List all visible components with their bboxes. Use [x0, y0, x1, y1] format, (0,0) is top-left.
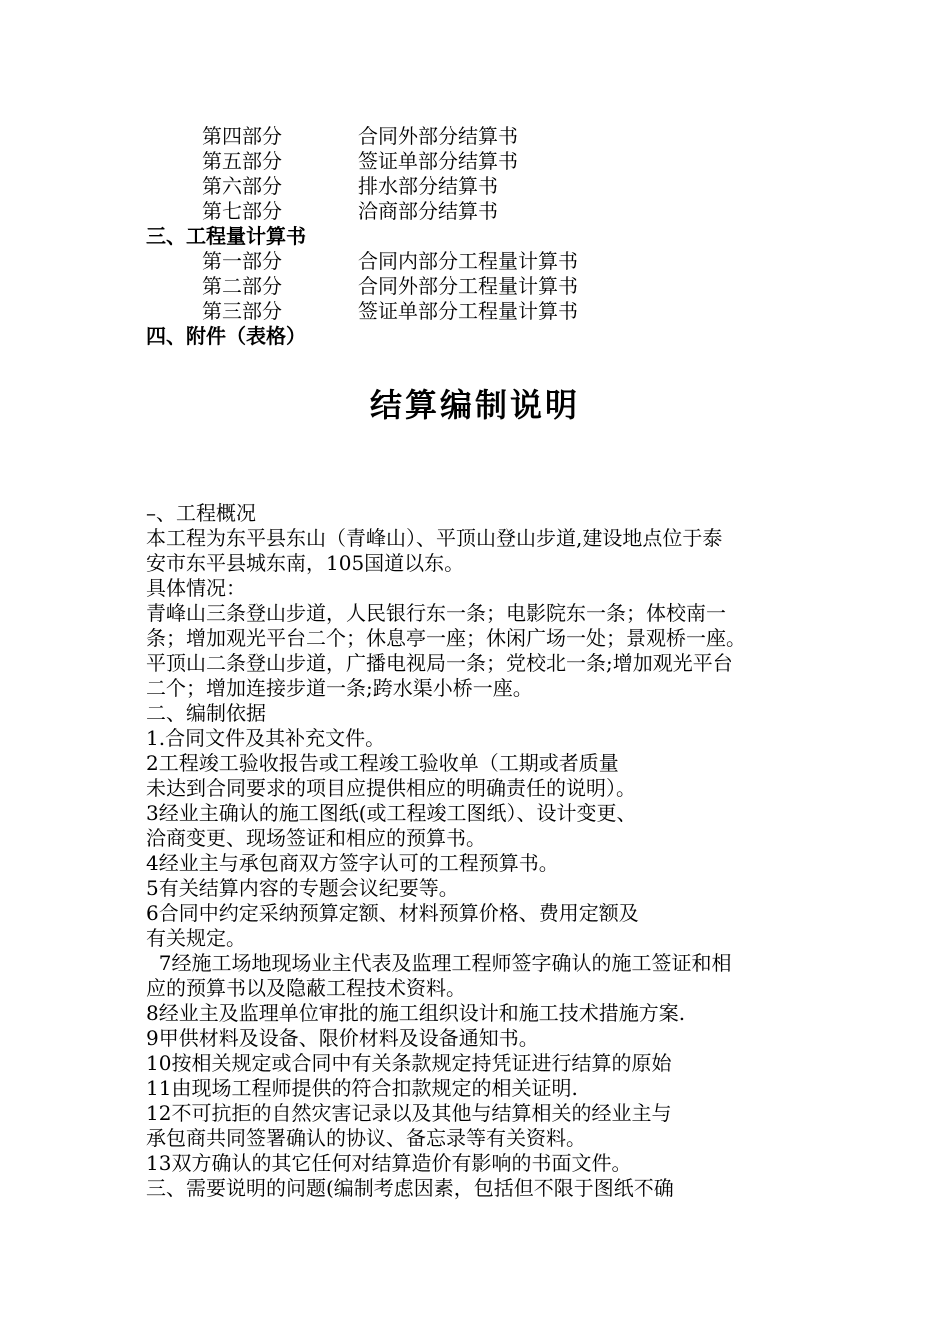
body-line: 9甲供材料及设备、限价材料及设备通知书。 [146, 1026, 539, 1050]
body-line: 三、需要说明的问题(编制考虑因素，包括但不限于图纸不确 [146, 1176, 674, 1200]
body-line: 10按相关规定或合同中有关条款规定持凭证进行结算的原始 [146, 1051, 672, 1075]
toc-part: 第五部分 [202, 149, 282, 173]
toc-name: 合同外部分工程量计算书 [358, 274, 578, 298]
body-line: 8经业主及监理单位审批的施工组织设计和施工技术措施方案. [146, 1001, 686, 1025]
toc-name: 排水部分结算书 [358, 174, 498, 198]
toc-row [202, 149, 518, 174]
toc-row [202, 124, 518, 149]
body-line: 7经施工场地现场业主代表及监理工程师签字确认的施工签证和相 [146, 951, 732, 975]
toc-part: 第四部分 [202, 124, 282, 148]
body-line: 青峰山三条登山步道，人民银行东一条；电影院东一条；体校南一 [146, 601, 726, 625]
toc-name: 洽商部分结算书 [358, 199, 498, 223]
body-line: 有关规定。 [146, 926, 246, 950]
toc-name: 签证单部分工程量计算书 [358, 299, 578, 323]
toc-part: 第一部分 [202, 249, 282, 273]
body-line: 洽商变更、现场签证和相应的预算书。 [146, 826, 486, 850]
toc-part: 第二部分 [202, 274, 282, 298]
body-line: 二个；增加连接步道一条;跨水渠小桥一座。 [146, 676, 533, 700]
body-line: 安市东平县城东南，105国道以东。 [146, 551, 465, 575]
toc-row [202, 249, 578, 274]
body-line: 承包商共同签署确认的协议、备忘录等有关资料。 [146, 1126, 586, 1150]
toc-heading-4: 四、附件（表格） [146, 324, 306, 348]
body-line: 未达到合同要求的项目应提供相应的明确责任的说明）。 [146, 776, 636, 800]
body-line: 平顶山二条登山步道，广播电视局一条；党校北一条;增加观光平台 [146, 651, 733, 675]
toc-name: 合同内部分工程量计算书 [358, 249, 578, 273]
body-line: 6合同中约定采纳预算定额、材料预算价格、费用定额及 [146, 901, 639, 925]
toc-heading-3: 三、工程量计算书 [146, 224, 306, 248]
toc-part: 第六部分 [202, 174, 282, 198]
body-line: 2工程竣工验收报告或工程竣工验收单（工期或者质量 [146, 751, 619, 775]
body-line: 具体情况： [146, 576, 246, 600]
toc-part: 第七部分 [202, 199, 282, 223]
toc-row [202, 174, 498, 199]
toc-name: 合同外部分结算书 [358, 124, 518, 148]
body-line: –、工程概况 [146, 501, 256, 525]
body-line: 4经业主与承包商双方签字认可的工程预算书。 [146, 851, 559, 875]
toc-row [202, 299, 578, 324]
body-line: 本工程为东平县东山（青峰山）、平顶山登山步道,建设地点位于泰 [146, 526, 723, 550]
body-line: 3经业主确认的施工图纸(或工程竣工图纸）、设计变更、 [146, 801, 637, 825]
body-line: 5有关结算内容的专题会议纪要等。 [146, 876, 459, 900]
body-line: 11由现场工程师提供的符合扣款规定的相关证明. [146, 1076, 578, 1100]
toc-row [202, 274, 578, 299]
body-line: 二、编制依据 [146, 701, 266, 725]
body-line: 13双方确认的其它任何对结算造价有影响的书面文件。 [146, 1151, 632, 1175]
toc-name: 签证单部分结算书 [358, 149, 518, 173]
page-title: 结算编制说明 [369, 386, 580, 424]
toc-part: 第三部分 [202, 299, 282, 323]
toc-row [202, 199, 498, 224]
body-line: 应的预算书以及隐蔽工程技术资料。 [146, 976, 466, 1000]
body-line: 1.合同文件及其补充文件。 [146, 726, 386, 750]
body-line: 条；增加观光平台二个；休息亭一座；休闲广场一处；景观桥一座。 [146, 626, 746, 650]
body-line: 12不可抗拒的自然灾害记录以及其他与结算相关的经业主与 [146, 1101, 672, 1125]
